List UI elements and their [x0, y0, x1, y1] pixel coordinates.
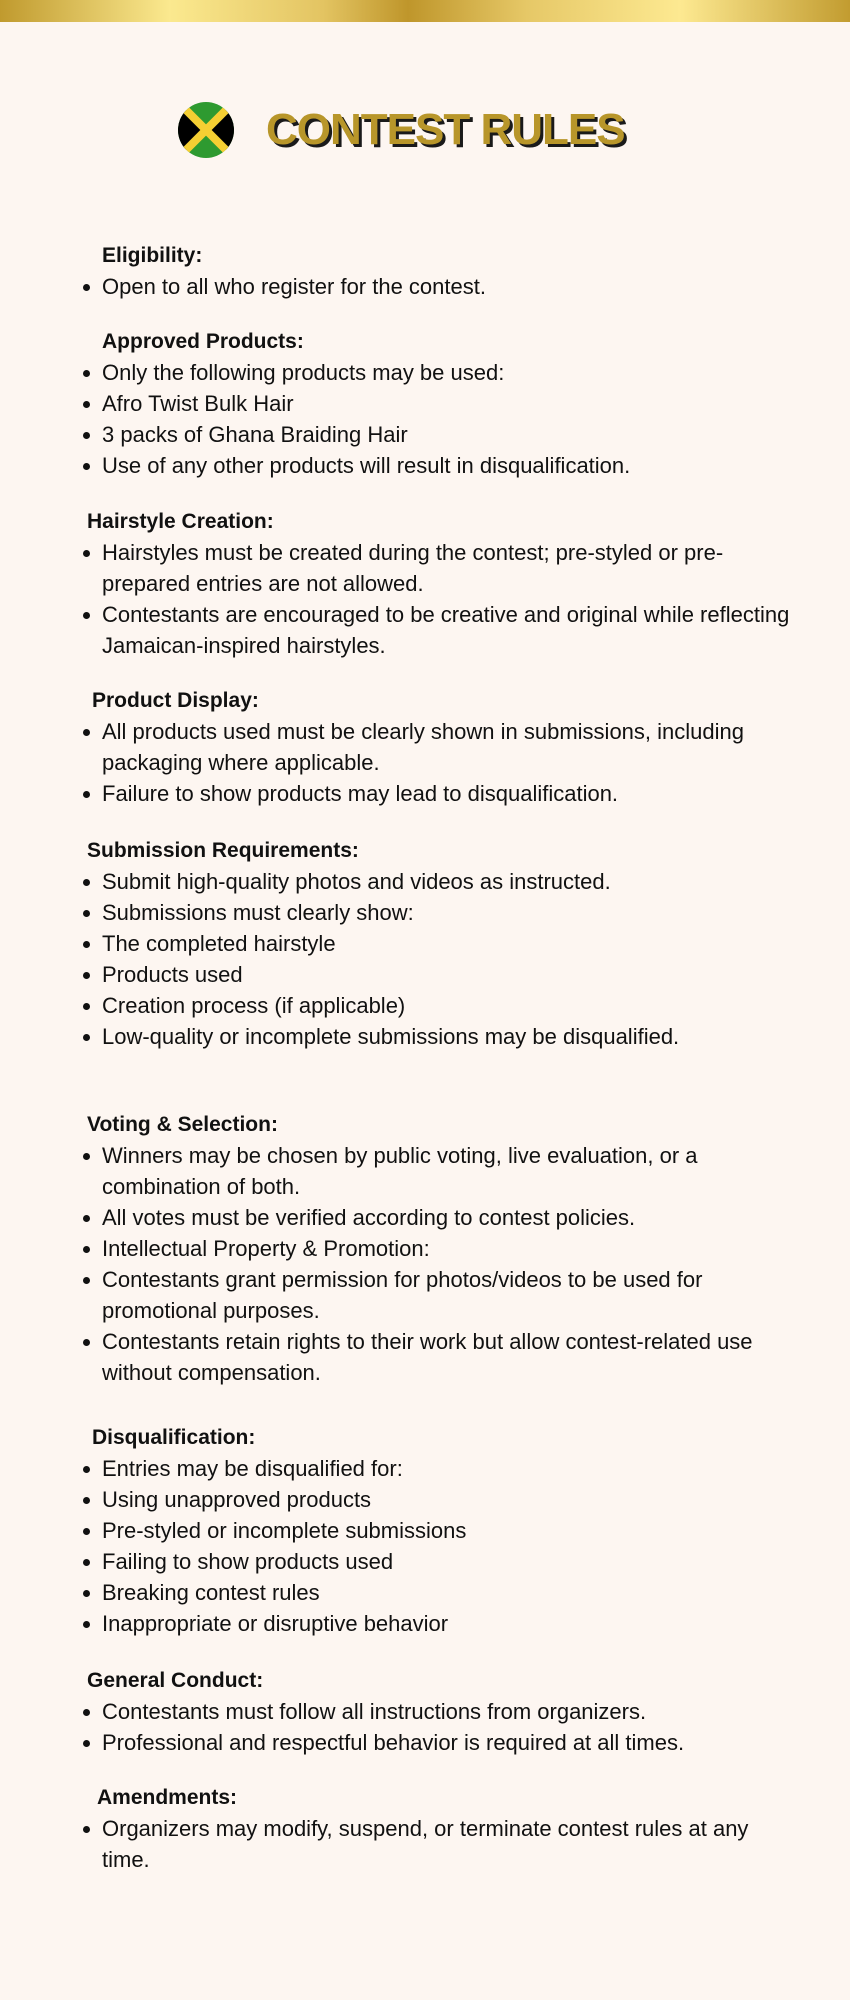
rules-list	[0, 866, 700, 1052]
page-title: CONTEST RULES	[266, 105, 625, 154]
section-heading: General Conduct:	[87, 1669, 264, 1692]
rules-list	[0, 1453, 700, 1639]
rules-section	[0, 506, 790, 661]
rule-item: Only the following products may be used:	[102, 357, 792, 388]
section-heading: Eligibility:	[102, 244, 203, 267]
rule-item: Winners may be chosen by public voting, live evaluation, or a combination of both.	[102, 1140, 792, 1202]
rule-item: Intellectual Property & Promotion:	[102, 1233, 792, 1264]
rule-item: Professional and respectful behavior is required at all times.	[102, 1727, 792, 1758]
rule-item: Submissions must clearly show:	[102, 897, 792, 928]
rule-item: Products used	[102, 959, 792, 990]
rules-list	[0, 537, 790, 661]
rules-section	[0, 835, 700, 1052]
rules-section	[0, 1422, 700, 1639]
rule-item: Creation process (if applicable)	[102, 990, 792, 1021]
rules-list	[0, 271, 700, 302]
rules-list	[0, 1813, 749, 1875]
rule-item: All votes must be verified according to contest policies.	[102, 1202, 792, 1233]
section-heading: Submission Requirements:	[87, 839, 359, 862]
rule-item: Organizers may modify, suspend, or terminate contest rules at any time.	[102, 1813, 792, 1875]
rules-list	[0, 1696, 700, 1758]
rules-section	[0, 685, 744, 809]
rule-item: Submit high-quality photos and videos as instructed.	[102, 866, 792, 897]
rule-item: Contestants retain rights to their work but allow contest-related use without compensation.	[102, 1326, 792, 1388]
rule-item: Low-quality or incomplete submissions may be disqualified.	[102, 1021, 792, 1052]
rule-item: The completed hairstyle	[102, 928, 792, 959]
rule-item: Breaking contest rules	[102, 1577, 792, 1608]
section-heading: Disqualification:	[92, 1426, 256, 1449]
rule-item: Pre-styled or incomplete submissions	[102, 1515, 792, 1546]
rule-item: Use of any other products will result in disqualification.	[102, 450, 792, 481]
rule-item: 3 packs of Ghana Braiding Hair	[102, 419, 792, 450]
rule-item: Inappropriate or disruptive behavior	[102, 1608, 792, 1639]
gold-top-bar	[0, 0, 850, 22]
section-heading: Amendments:	[97, 1786, 238, 1809]
rule-item: Contestants are encouraged to be creative and original while reflecting Jamaican-inspired hairstyles.	[102, 599, 792, 661]
rules-section	[0, 326, 700, 481]
section-heading: Product Display:	[92, 689, 259, 712]
rules-section	[0, 1109, 753, 1388]
rules-section	[0, 240, 700, 302]
rule-item: Contestants must follow all instructions from organizers.	[102, 1696, 792, 1727]
rules-list	[0, 716, 744, 809]
section-heading: Voting & Selection:	[87, 1113, 278, 1136]
rules-list	[0, 1140, 753, 1388]
rule-item: Using unapproved products	[102, 1484, 792, 1515]
rules-list	[0, 357, 700, 481]
section-heading: Approved Products:	[102, 330, 304, 353]
rules-section	[0, 1665, 700, 1758]
section-heading: Hairstyle Creation:	[87, 510, 274, 533]
rule-item: All products used must be clearly shown in submissions, including packaging where applicable.	[102, 716, 792, 778]
jamaica-flag-icon	[178, 102, 234, 158]
rule-item: Hairstyles must be created during the contest; pre-styled or pre-prepared entries are not allowed.	[102, 537, 792, 599]
rules-section	[0, 1782, 749, 1875]
rule-item: Afro Twist Bulk Hair	[102, 388, 792, 419]
rule-item: Contestants grant permission for photos/videos to be used for promotional purposes.	[102, 1264, 792, 1326]
rule-item: Failing to show products used	[102, 1546, 792, 1577]
rule-item: Failure to show products may lead to disqualification.	[102, 778, 792, 809]
rule-item: Open to all who register for the contest.	[102, 271, 792, 302]
rule-item: Entries may be disqualified for:	[102, 1453, 792, 1484]
